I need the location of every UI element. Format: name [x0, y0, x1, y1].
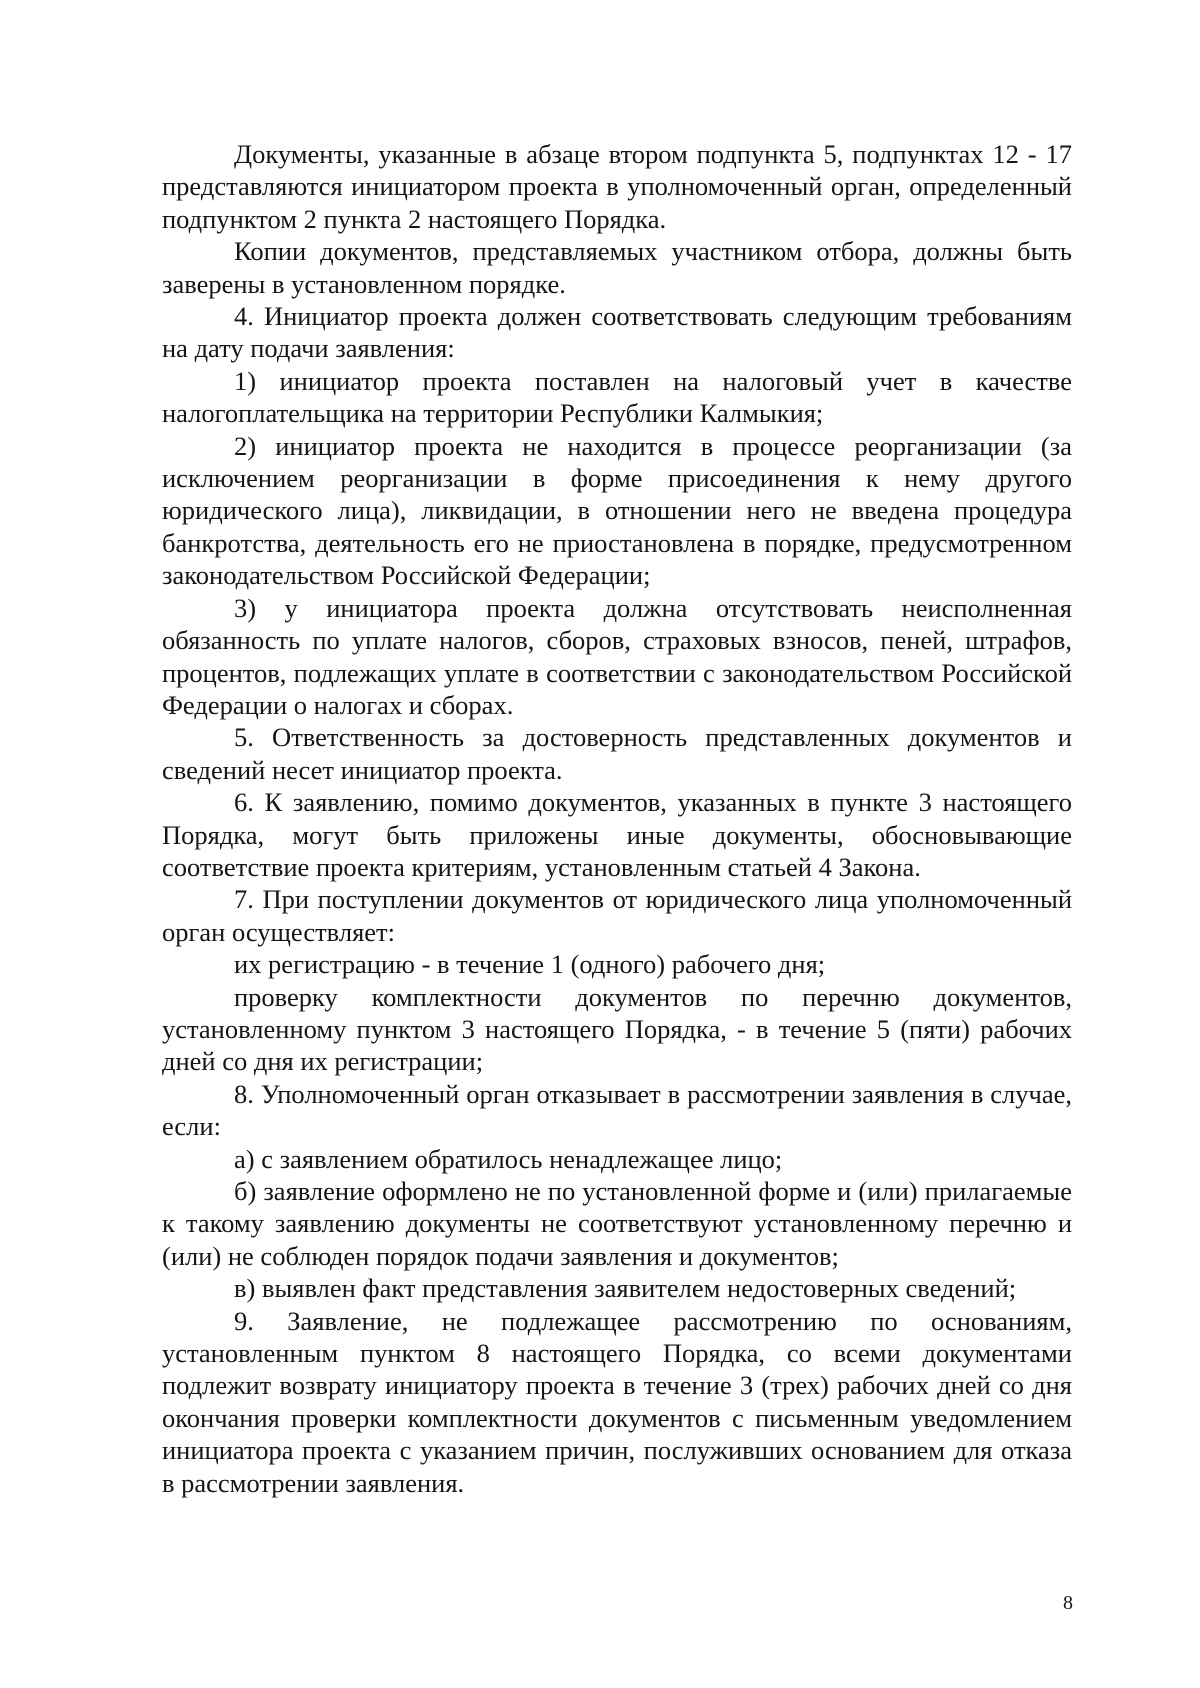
page-number: 8 [1063, 1592, 1073, 1614]
paragraph-item-4-1: 1) инициатор проекта поставлен на налоговый учет в качестве налогоплательщика на территории Республики Калмыкия; [162, 365, 1072, 429]
paragraph-item-8-v: в) выявлен факт представления заявителем недостоверных сведений; [234, 1273, 1017, 1304]
paragraph-item-8-b: б) заявление оформлено не по установленной форме и (или) прилагаемые к такому заявлению документы не соответствуют установленному перечню и (или) не соблюден порядок подачи заявления и документов; [162, 1176, 1072, 1271]
paragraph-item-7: 7. При поступлении документов от юридического лица уполномоченный орган осуществляет: [162, 884, 1072, 947]
paragraph-item-4-2: 2) инициатор проекта не находится в процессе реорганизации (за исключением реорганизации в форме присоединения к нему другого юридического лица), ликвидации, в отношении него не введена процедура банкротства, деятельность его не приостановлена в порядке, предусмотренном законодательством Российской Федерации; [162, 430, 1072, 591]
paragraph-item-5: 5. Ответственность за достоверность представленных документов и сведений несет инициатор проекта. [162, 722, 1072, 785]
paragraph-item-8: 8. Уполномоченный орган отказывает в рассмотрении заявления в случае, если: [162, 1078, 1072, 1142]
paragraph-item-7-registration: их регистрацию - в течение 1 (одного) рабочего дня; [234, 949, 826, 980]
paragraph-item-8-a: а) с заявлением обратилось ненадлежащее лицо; [234, 1143, 783, 1174]
paragraph-item-4: 4. Инициатор проекта должен соответствовать следующим требованиям на дату подачи заявления: [162, 301, 1072, 364]
paragraph-documents-submission: Документы, указанные в абзаце втором подпункта 5, подпунктах 12 - 17 представляются инициатором проекта в уполномоченный орган, определенный подпунктом 2 пункта 2 настоящего Порядка. [162, 139, 1072, 234]
paragraph-item-4-3: 3) у инициатора проекта должна отсутствовать неисполненная обязанность по уплате налогов, сборов, страховых взносов, пеней, штрафов, процентов, подлежащих уплате в соответствии с законодательством Российской Федерации о налогах и сборах. [162, 592, 1072, 720]
paragraph-item-9: 9. Заявление, не подлежащее рассмотрению по основаниям, установленным пунктом 8 настоящего Порядка, со всеми документами подлежит возврату инициатору проекта в течение 3 (трех) рабочих дней со дня окончания проверки комплектности документов с письменным уведомлением инициатора проекта с указанием причин, послуживших основанием для отказа в рассмотрении заявления. [162, 1305, 1072, 1498]
paragraph-copies-certified: Копии документов, представляемых участником отбора, должны быть заверены в установленном порядке. [162, 236, 1072, 299]
paragraph-item-6: 6. К заявлению, помимо документов, указанных в пункте 3 настоящего Порядка, могут быть приложены иные документы, обосновывающие соответствие проекта критериям, установленным статьей 4 Закона. [162, 787, 1072, 882]
document-body [162, 138, 1072, 1499]
paragraph-item-7-check: проверку комплектности документов по перечню документов, установленному пунктом 3 настоящего Порядка, - в течение 5 (пяти) рабочих дней со дня их регистрации; [162, 981, 1072, 1077]
